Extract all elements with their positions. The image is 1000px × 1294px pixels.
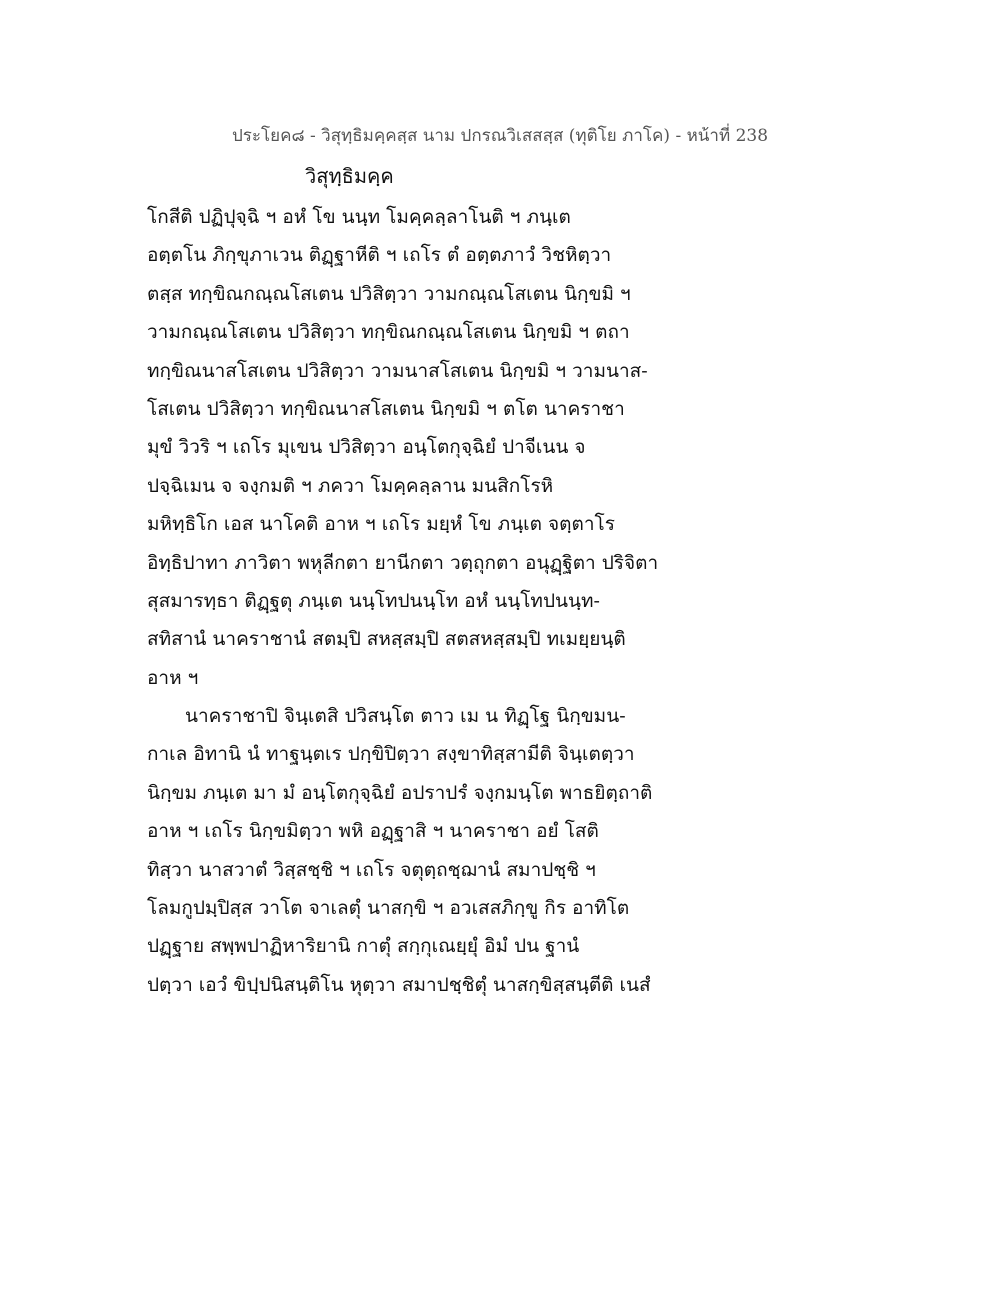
body-text	[147, 198, 677, 1004]
text-line: ทกฺขิณนาสโสเตน ปวิสิตฺวา วามนาสโสเตน นิกฺขมิ ฯ วามนาส-	[147, 359, 648, 382]
text-line: ปจฺฉิเมน จ จงฺกมติ ฯ ภควา โมคฺคลฺลาน มนสิกโรหิ	[147, 474, 554, 497]
text-line: ปฏฺฐาย สพฺพปาฏิหาริยานิ กาตุํ สกฺกุเณยฺยุํ อิมํ ปน ฐานํ	[147, 935, 580, 958]
text-line: โลมกูปมฺปิสฺส วาโต จาเลตุํ นาสกฺขิ ฯ อวเสสภิกฺขู กิร อาทิโต	[147, 897, 630, 920]
text-line: โสเตน ปวิสิตฺวา ทกฺขิณนาสโสเตน นิกฺขมิ ฯ ตโต นาคราชา	[147, 397, 625, 420]
text-line: ทิสฺวา นาสวาตํ วิสฺสชฺชิ ฯ เถโร จตุตฺถชฺฌานํ สมาปชฺชิ ฯ	[147, 858, 596, 881]
text-line: มหิทฺธิโก เอส นาโคติ อาห ฯ เถโร มยฺหํ โข ภนฺเต จตฺตาโร	[147, 513, 615, 536]
text-line: นิกฺขม ภนฺเต มา มํ อนฺโตกุจฺฉิยํ อปราปรํ จงฺกมนฺโต พาธยิตฺถาติ	[147, 781, 653, 804]
text-line: โกสีติ ปฏิปุจฺฉิ ฯ อหํ โข นนฺท โมคฺคลฺลาโนติ ฯ ภนฺเต	[147, 206, 571, 228]
text-line: อาห ฯ	[147, 666, 199, 689]
text-line: วามกณฺณโสเตน ปวิสิตฺวา ทกฺขิณกณฺณโสเตน นิกฺขมิ ฯ ตถา	[147, 321, 630, 344]
text-line: ปตฺวา เอวํ ขิปฺปนิสนฺติโน หุตฺวา สมาปชฺชิตุํ นาสกฺขิสฺสนฺตีติ เนสํ	[147, 973, 651, 996]
text-line: ตสฺส ทกฺขิณกณฺณโสเตน ปวิสิตฺวา วามกณฺณโสเตน นิกฺขมิ ฯ	[147, 282, 631, 305]
text-line: นาคราชาปิ จินฺเตสิ ปวิสนฺโต ตาว เม น ทิฏฺโฐ นิกฺขมน-	[185, 705, 626, 728]
text-line: สทิสานํ นาคราชานํ สตมฺปิ สหสฺสมฺปิ สตสหสฺสมฺปิ ทเมยฺยนฺติ	[147, 628, 626, 651]
text-line: อิทฺธิปาทา ภาวิตา พหุลีกตา ยานีกตา วตฺถุกตา อนุฏฺฐิตา ปริจิตา	[147, 551, 659, 574]
text-line: อตฺตโน ภิกฺขุภาเวน ติฏฺฐาหีติ ฯ เถโร ตํ อตฺตภาวํ วิชหิตฺวา	[147, 244, 612, 267]
text-line: กาเล อิทานิ นํ ทาฐนฺตเร ปกฺขิปิตฺวา สงฺขาทิสฺสามีติ จินฺเตตฺวา	[147, 743, 635, 766]
text-line: สุสมารทฺธา ติฏฺฐตุ ภนฺเต นนฺโทปนนฺโท อหํ นนฺโทปนนฺท-	[147, 589, 600, 612]
text-line: มุขํ วิวริ ฯ เถโร มุเขน ปวิสิตฺวา อนฺโตกุจฺฉิยํ ปาจีเนน จ	[147, 436, 586, 459]
document-title: วิสุทฺธิมคฺค	[305, 164, 394, 188]
text-line: อาห ฯ เถโร นิกฺขมิตฺวา พหิ อฏฺฐาสิ ฯ นาคราชา อยํ โสติ	[147, 820, 599, 843]
running-header: ประโยค๘ - วิสุทฺธิมคฺคสฺส นาม ปกรณวิเสสสฺส (ทุติโย ภาโค) - หน้าที่ 238	[231, 126, 769, 146]
